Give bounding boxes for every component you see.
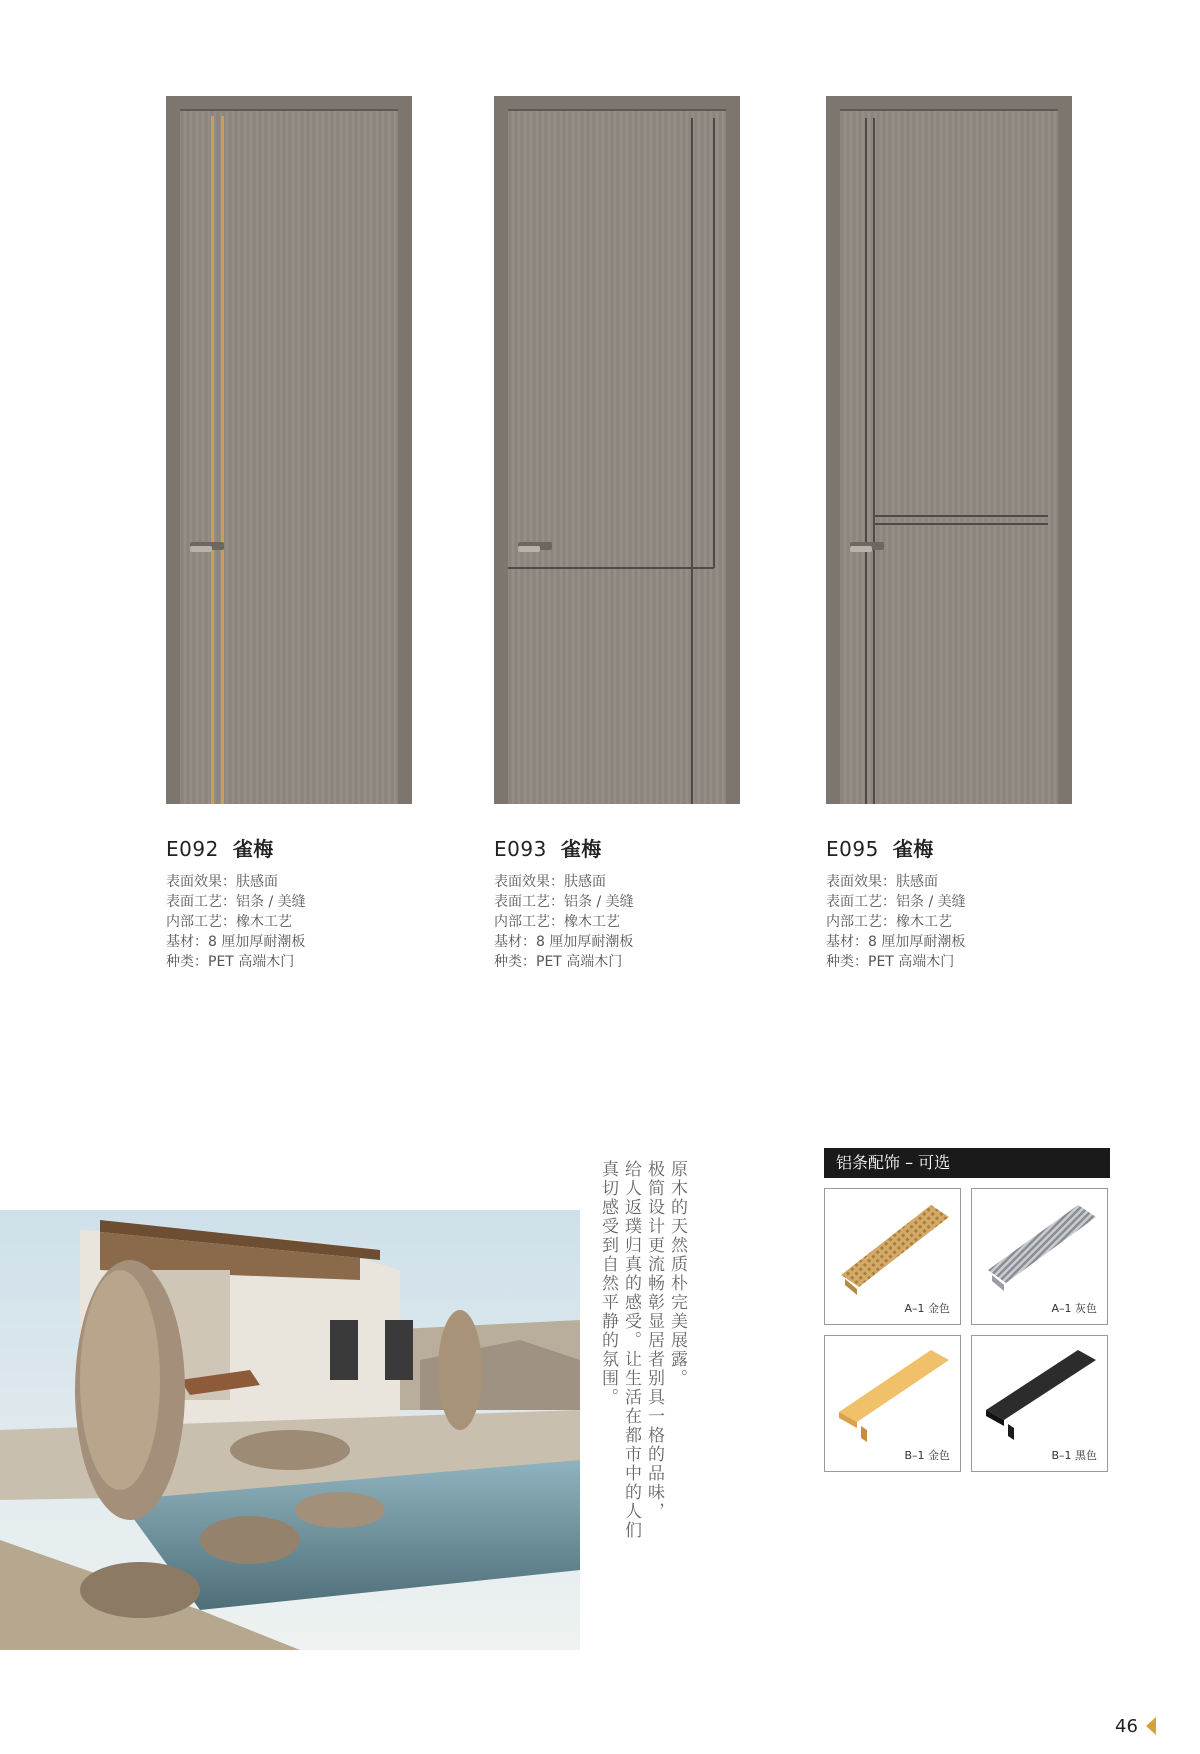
gold-knurled-strip-icon <box>831 1195 956 1305</box>
product-code: E093 <box>494 837 547 861</box>
spec-surface-effect: 表面效果：肤感面 <box>166 874 278 890</box>
accessory-label: A–1 金色 <box>904 1302 950 1315</box>
accessory-label: B–1 金色 <box>904 1449 950 1462</box>
product-code: E095 <box>826 837 879 861</box>
spec-type: 种类：PET 高端木门 <box>826 954 955 970</box>
accessory-a1-gold <box>824 1188 961 1325</box>
spec-base-material: 基材：8 厘加厚耐潮板 <box>826 934 966 950</box>
accessories-header: 铝条配饰 – 可选 <box>824 1148 1110 1178</box>
spec-internal-process: 内部工艺：橡木工艺 <box>494 914 620 930</box>
product-title <box>826 833 1046 862</box>
spec-surface-process: 表面工艺：铝条 / 美缝 <box>166 894 306 910</box>
poem-column-2: 极简设计更流畅彰显居者别具一格的品味， <box>644 1160 664 1521</box>
spec-type: 种类：PET 高端木门 <box>166 954 295 970</box>
page-number: 46 <box>1115 1716 1138 1737</box>
spec-internal-process: 内部工艺：橡木工艺 <box>826 914 952 930</box>
spec-surface-effect: 表面效果：肤感面 <box>494 874 606 890</box>
spec-base-material: 基材：8 厘加厚耐潮板 <box>494 934 634 950</box>
door-image-e095 <box>826 96 1072 808</box>
poem-column-1: 原木的天然质朴完美展露。 <box>667 1160 687 1388</box>
product-name: 雀梅 <box>892 837 934 861</box>
gold-t-strip-icon <box>831 1342 956 1452</box>
door-image-e093 <box>494 96 740 808</box>
accessory-label: B–1 黑色 <box>1051 1449 1097 1462</box>
product-info-e095 <box>826 833 1046 972</box>
product-name: 雀梅 <box>560 837 602 861</box>
accessory-a1-gray <box>971 1188 1108 1325</box>
product-title <box>166 833 386 862</box>
silver-knurled-strip-icon <box>978 1195 1103 1305</box>
spec-surface-effect: 表面效果：肤感面 <box>826 874 938 890</box>
triangle-marker-icon <box>1146 1717 1156 1735</box>
black-t-strip-icon <box>978 1342 1103 1452</box>
spec-type: 种类：PET 高端木门 <box>494 954 623 970</box>
door-image-e092 <box>166 96 412 808</box>
spec-surface-process: 表面工艺：铝条 / 美缝 <box>494 894 634 910</box>
poem-column-4: 真切感受到自然平静的氛围。 <box>598 1160 618 1407</box>
accessory-label: A–1 灰色 <box>1051 1302 1097 1315</box>
accessory-b1-black <box>971 1335 1108 1472</box>
product-title <box>494 833 714 862</box>
spec-surface-process: 表面工艺：铝条 / 美缝 <box>826 894 966 910</box>
lifestyle-photo <box>0 1210 580 1650</box>
poem-column-3: 给人返璞归真的感受。让生活在都市中的人们 <box>621 1160 641 1540</box>
product-name: 雀梅 <box>232 837 274 861</box>
product-code: E092 <box>166 837 219 861</box>
spec-base-material: 基材：8 厘加厚耐潮板 <box>166 934 306 950</box>
product-info-e092 <box>166 833 386 972</box>
spec-internal-process: 内部工艺：橡木工艺 <box>166 914 292 930</box>
product-info-e093 <box>494 833 714 972</box>
accessory-b1-gold <box>824 1335 961 1472</box>
